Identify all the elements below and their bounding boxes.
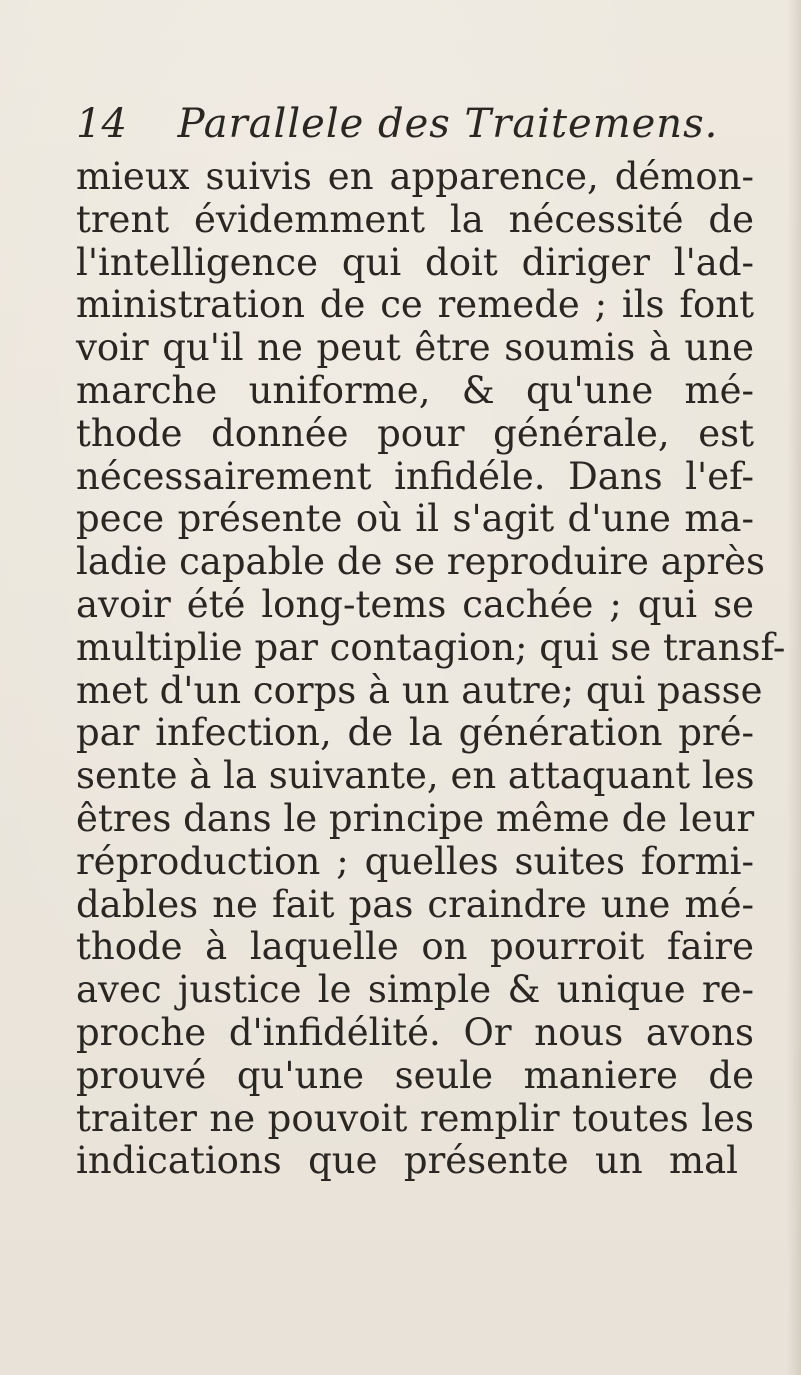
text-line: trent évidemment la nécessité de bbox=[76, 197, 754, 241]
running-header bbox=[76, 100, 736, 148]
text-line: pece présente où il s'agit d'une ma- bbox=[76, 497, 754, 541]
text-line: voir qu'il ne peut être soumis à une bbox=[76, 326, 754, 370]
text-line: mieux suivis en apparence, démon- bbox=[76, 155, 754, 198]
text-line: l'intelligence qui doit diriger l'ad- bbox=[76, 240, 754, 284]
text-line: dables ne fait pas craindre une mé- bbox=[76, 882, 754, 926]
text-line: sente à la suivante, en attaquant les bbox=[76, 754, 755, 798]
text-line: marche uniforme, & qu'une mé- bbox=[76, 368, 754, 412]
text-line: par infection, de la génération pré- bbox=[76, 711, 754, 755]
text-line: nécessairement infidéle. Dans l'ef- bbox=[76, 454, 754, 498]
text-line: avec justice le simple & unique re- bbox=[76, 968, 754, 1012]
text-line: avoir été long-tems cachée ; qui se bbox=[76, 582, 754, 626]
running-title: Parallele des Traitemens. bbox=[177, 101, 719, 147]
text-line: ladie capable de se reproduire après bbox=[76, 540, 765, 584]
text-line: prouvé qu'une seule maniere de bbox=[76, 1053, 754, 1097]
text-line: thode donnée pour générale, est bbox=[76, 411, 754, 455]
page-number: 14 bbox=[76, 101, 127, 147]
text-line: thode à laquelle on pourroit faire bbox=[76, 925, 754, 969]
page-edge-shadow bbox=[787, 0, 801, 1375]
text-line: ministration de ce remede ; ils font bbox=[76, 283, 754, 327]
body-text bbox=[76, 155, 786, 1183]
text-line: met d'un corps à un autre; qui passe bbox=[76, 668, 763, 712]
text-line: réproduction ; quelles suites formi- bbox=[76, 839, 754, 883]
text-line: indications que présente un mal bbox=[76, 1139, 738, 1183]
text-line: êtres dans le principe même de leur bbox=[76, 796, 755, 840]
text-line: multiplie par contagion; qui se transf- bbox=[76, 625, 786, 669]
text-line: traiter ne pouvoit remplir toutes les bbox=[76, 1096, 754, 1140]
text-line: proche d'infidélité. Or nous avons bbox=[76, 1010, 754, 1054]
